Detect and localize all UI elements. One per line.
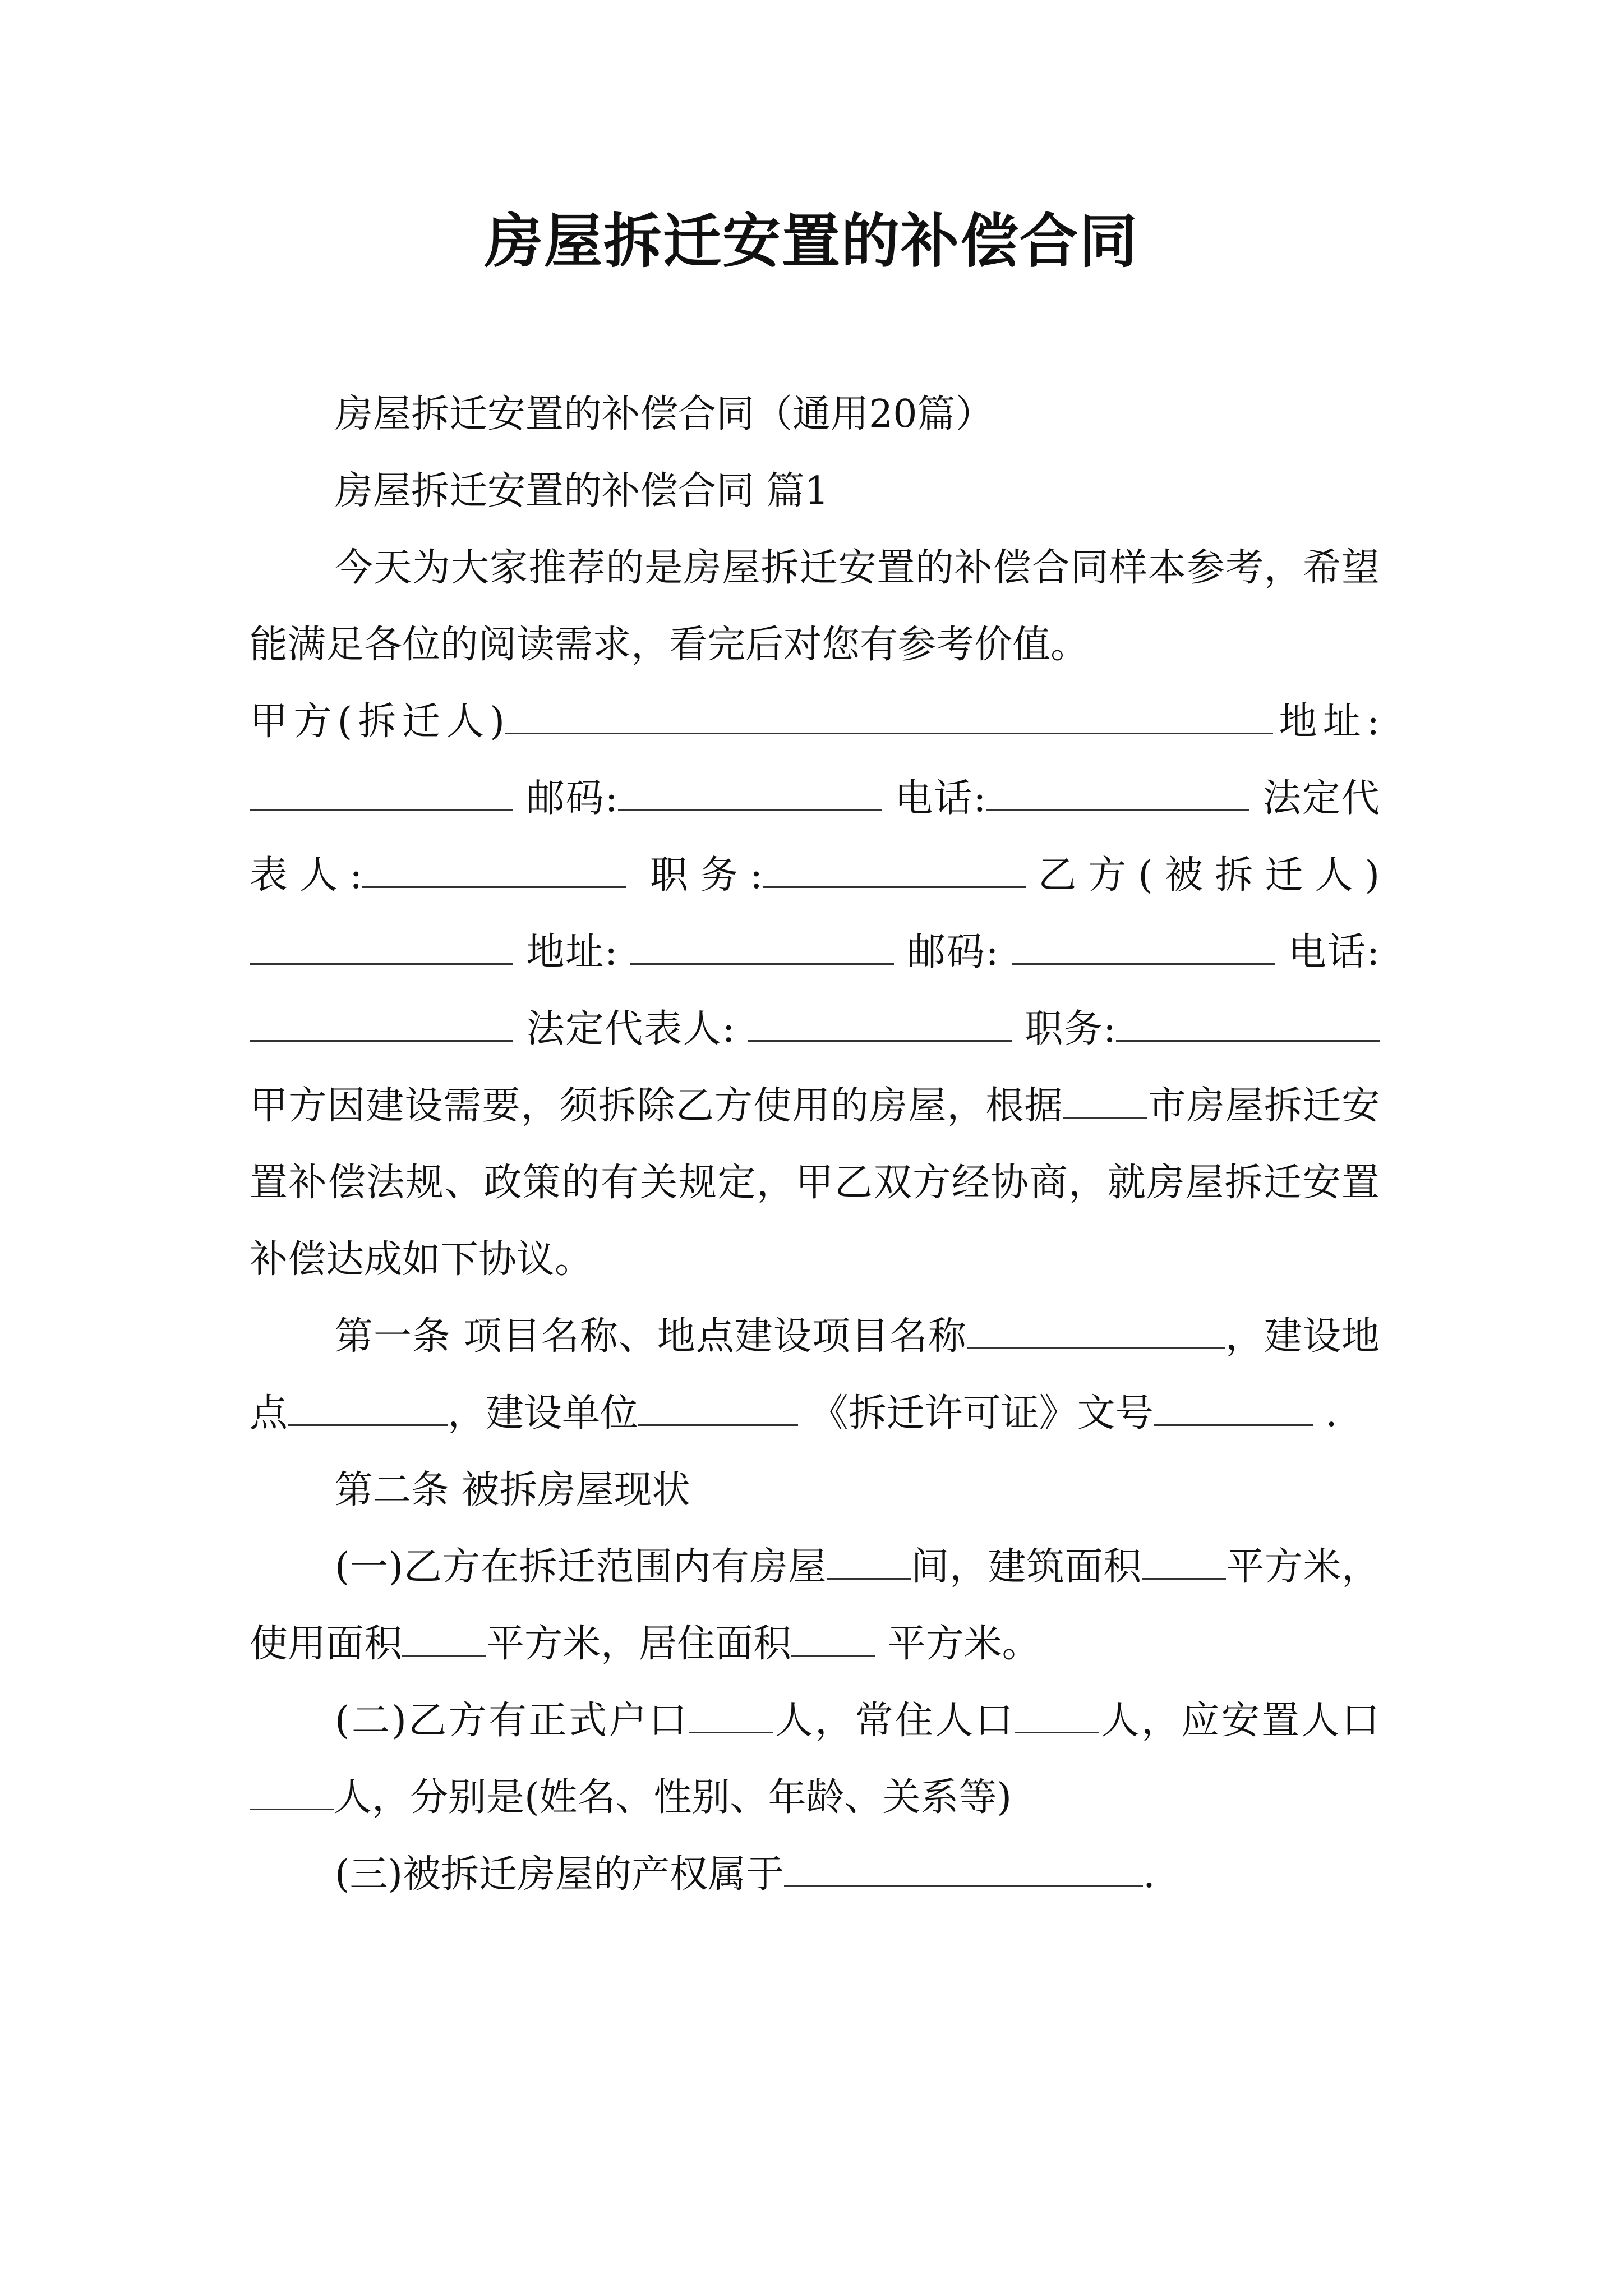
article-2-item-3 (250, 1836, 1380, 1913)
party-b-phone-label: 电话: (1288, 930, 1380, 974)
party-b-label: 乙方(被拆迁人) (1026, 853, 1380, 898)
preamble-part-1: 甲方因建设需要，须拆除乙方使用的房屋，根据 (250, 1084, 1063, 1128)
site-label: 建设地点 (250, 1314, 1380, 1435)
city-blank (1063, 1082, 1147, 1119)
article-2-item-2 (250, 1682, 1380, 1836)
chapter-heading: 房屋拆迁安置的补偿合同 篇1 (335, 469, 829, 513)
party-a-position-label: 职务: (649, 853, 763, 898)
party-b-rep-blank (748, 1005, 1012, 1042)
parties-paragraph (250, 683, 1380, 1298)
item-1-text-4: 平方米，居住面积 (486, 1622, 792, 1666)
party-a-phone-blank (986, 775, 1249, 811)
party-a-postcode-blank (618, 775, 882, 811)
permit-blank (1154, 1389, 1313, 1426)
item-1-text-2: 间，建筑面积 (910, 1545, 1142, 1589)
property-owner-blank (784, 1851, 1143, 1887)
permanent-residents-blank (1015, 1697, 1099, 1733)
site-blank (288, 1389, 448, 1426)
article-2-item-1 (250, 1529, 1380, 1682)
intro-paragraph: 今天为大家推荐的是房屋拆迁安置的补偿合同样本参考，希望能满足各位的阅读需求，看完后对您有参考价值。 (250, 546, 1380, 667)
item-3-text-1: (三)被拆迁房屋的产权属于 (335, 1852, 785, 1897)
party-b-postcode-label: 邮码: (907, 930, 999, 974)
party-a-rep-label: 法定代表人: (250, 776, 1380, 898)
item-1-text-5: 平方米。 (875, 1622, 1040, 1666)
party-b-position-label: 职务: (1025, 1007, 1116, 1051)
party-a-address-blank (250, 775, 513, 811)
party-a-label: 甲方(拆迁人) (250, 700, 505, 744)
project-name-comma: ， (1224, 1314, 1264, 1359)
project-name-blank (967, 1313, 1225, 1349)
unit-blank (638, 1389, 798, 1426)
building-area-blank (1142, 1543, 1226, 1580)
article-1-heading: 第一条 项目名称、地点 (335, 1314, 735, 1359)
party-a-rep-blank (362, 852, 626, 888)
party-b-address-label: 地址: (526, 930, 618, 974)
party-a-position-blank (763, 852, 1026, 888)
article-1-period: . (1325, 1391, 1338, 1435)
item-2-text-2: 人，常住人口 (773, 1699, 1016, 1743)
party-b-name-blank (250, 928, 513, 965)
party-b-rep-label: 法定代表人: (526, 1007, 735, 1051)
party-b-position-blank (1116, 1005, 1380, 1042)
item-2-text-1: (二)乙方有正式户口 (335, 1699, 689, 1743)
unit-label: ，建设单位 (448, 1391, 639, 1435)
party-b-address-blank (630, 928, 894, 965)
article-1-paragraph (250, 1298, 1380, 1452)
document-body (250, 376, 1380, 1913)
item-1-text-3: 平方米，使用面积 (250, 1545, 1380, 1666)
item-3-period: . (1143, 1852, 1155, 1897)
registered-residents-blank (689, 1697, 773, 1733)
article-2-heading: 第二条 被拆房屋现状 (335, 1468, 690, 1512)
project-name-label: 建设项目名称 (734, 1314, 967, 1359)
usable-area-blank (402, 1620, 486, 1657)
item-1-text-1: (一)乙方在拆迁范围内有房屋 (335, 1545, 827, 1589)
preamble-part-2: 市房屋拆迁安置补偿法规、政策的有关规定，甲乙双方经协商，就房屋拆迁安置补偿达成如下协议。 (250, 1084, 1380, 1282)
party-b-phone-blank (250, 1005, 513, 1042)
document-title: 房屋拆迁安置的补偿合同 (484, 207, 1138, 275)
item-2-text-4: 人，分别是(姓名、性别、年龄、关系等) (334, 1775, 1012, 1820)
party-a-postcode-label: 邮码: (526, 776, 618, 821)
item-2-text-3: 人，应安置人口 (1099, 1699, 1380, 1743)
party-a-phone-label: 电话: (895, 776, 986, 821)
resettle-count-blank (250, 1774, 334, 1810)
rooms-blank (827, 1543, 911, 1580)
subtitle: 房屋拆迁安置的补偿合同（通用20篇） (335, 392, 994, 436)
party-b-postcode-blank (1012, 928, 1275, 965)
party-a-address-label: 地址: (1273, 700, 1380, 744)
party-a-name-blank (505, 698, 1273, 734)
permit-label: 《拆迁许可证》文号 (810, 1391, 1154, 1435)
living-area-blank (791, 1620, 875, 1657)
